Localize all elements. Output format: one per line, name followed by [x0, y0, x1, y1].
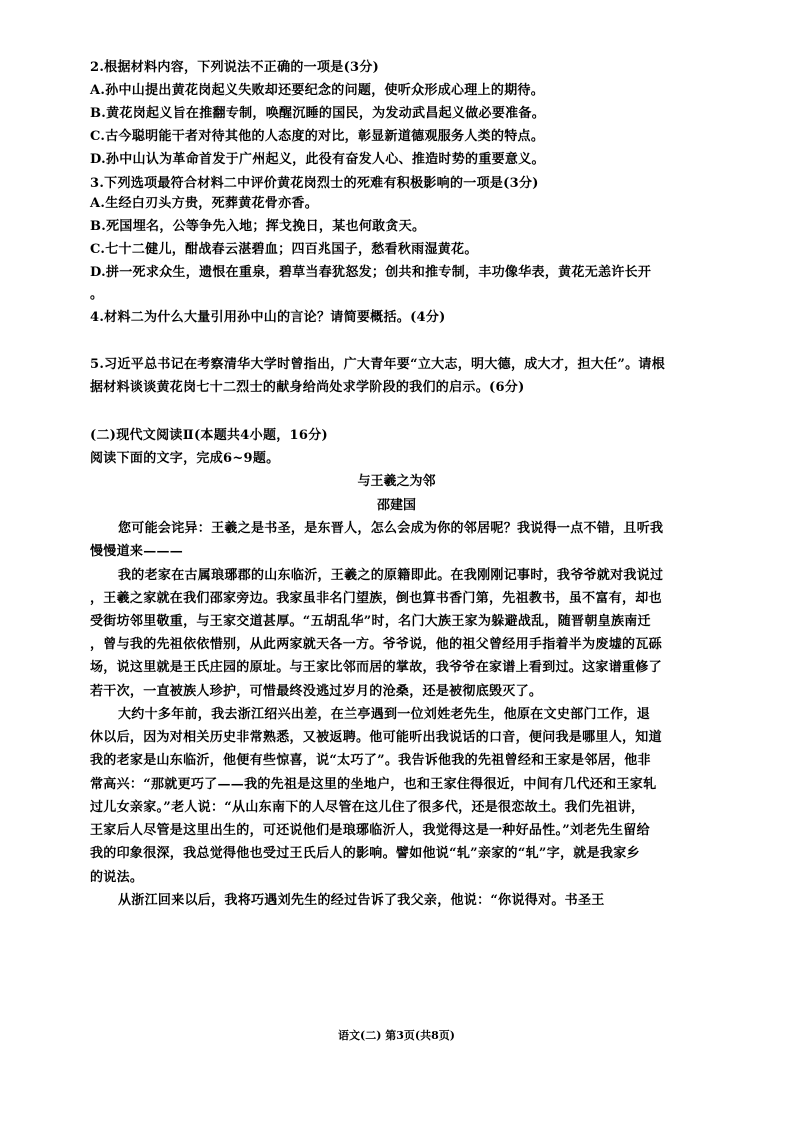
q2-option-b: B.黄花岗起义旨在推翻专制，唤醒沉睡的国民，为发动武昌起义做必要准备。 [90, 106, 546, 121]
q2-option-c: C.古今聪明能干者对待其他的人态度的对比，彰显新道德观服务人类的特点。 [90, 129, 545, 144]
article-p1-line-2: 慢慢道来——— [90, 544, 184, 559]
article-p2-line-4: ，曾与我的先祖依依惜别，从此两家就天各一方。爷爷说，他的祖父曾经用手指着半为废墟的瓦砾 [90, 637, 662, 652]
q5-line-2: 据材料谈谈黄花岗七十二烈士的献身给尚处求学阶段的我们的启示。(6分) [90, 380, 525, 395]
q2-option-d: D.孙中山认为革命首发于广州起义，此役有奋发人心、推造时势的重要意义。 [90, 152, 545, 167]
q3-option-d-tail: 。 [90, 287, 104, 302]
article-p2-line-6: 若干次，一直被族人珍护，可惜最终没逃过岁月的沧桑，还是被彻底毁灭了。 [90, 684, 543, 699]
article-p4-line-1: 从浙江回来以后，我将巧遇刘先生的经过告诉了我父亲，他说：“你说得对。书圣王 [118, 893, 605, 908]
q3-option-b: B.死国埋名，公等争先入地；挥戈挽日，某也何敢贪天。 [90, 219, 426, 234]
q4-stem: 4.材料二为什么大量引用孙中山的言论？请简要概括。(4分) [90, 310, 446, 325]
article-p3-line-6: 王家后人尽管是这里出生的，可还说他们是琅琊临沂人，我觉得这是一种好品性。”刘老先生留给 [90, 823, 650, 838]
q3-option-d: D.拼一死求众生，遗恨在重泉，碧草当春犹怒发；创共和推专制，丰功像华表，黄花无恙许长开 [90, 265, 652, 280]
article-p3-line-4: 常高兴：“那就更巧了——我的先祖是这里的坐地户，也和王家住得很近，中间有几代还和王家轧 [90, 777, 657, 792]
article-p3-line-2: 休以后，因为对相关历史非常熟悉，又被返聘。他可能听出我说话的口音，便问我是哪里人，知道 [90, 730, 662, 745]
article-p1-line-1: 您可能会诧异：王羲之是书圣，是东晋人，怎么会成为你的邻居呢？我说得一点不错，且听我 [118, 521, 664, 536]
article-p2-line-1: 我的老家在古属琅琊郡的山东临沂，王羲之的原籍即此。在我刚刚记事时，我爷爷就对我说过 [118, 568, 664, 583]
article-p3-line-1: 大约十多年前，我去浙江绍兴出差，在兰亭遇到一位刘姓老先生，他原在文史部门工作，退 [118, 707, 651, 722]
section2-heading: (二)现代文阅读Ⅱ(本题共4小题，16分) [90, 428, 328, 443]
article-p3-line-3: 我的老家是山东临沂，他便有些惊喜，说“太巧了”。我告诉他我的先祖曾经和王家是邻居，他非 [90, 753, 651, 768]
q3-stem: 3.下列选项最符合材料二中评价黄花岗烈士的死难有积极影响的一项是(3分) [90, 176, 539, 191]
article-p3-line-7: 我的印象很深，我总觉得他也受过王氏后人的影响。譬如他说“轧”亲家的“轧”字，就是我家乡 [90, 846, 640, 861]
section2-instruction: 阅读下面的文字，完成6~9题。 [90, 451, 280, 466]
article-p2-line-3: 受街坊邻里敬重，与王家交道甚厚。“五胡乱华”时，名门大族王家为躲避战乱，随晋朝皇族南迁 [90, 614, 651, 629]
article-p3-line-5: 过儿女亲家。”老人说：“从山东南下的人尽管在这儿住了很多代，还是很恋故土。我们先祖讲， [90, 800, 645, 815]
article-p3-line-8: 的说法。 [90, 870, 144, 885]
q3-option-a: A.生经白刃头方贵，死葬黄花骨亦香。 [90, 196, 319, 211]
page-footer: 语文(二) 第3页(共8页) [338, 1029, 455, 1042]
article-author: 邵建国 [376, 498, 416, 513]
article-p2-line-5: 场，说这里就是王氏庄园的原址。与王家比邻而居的掌故，我爷爷在家谱上看到过。这家谱重修了 [90, 660, 662, 675]
q5-line-1: 5.习近平总书记在考察清华大学时曾指出，广大青年要“立大志，明大德，成大才，担大任”。请根 [90, 357, 666, 372]
q2-option-a: A.孙中山提出黄花岗起义失败却还要纪念的问题，使听众形成心理上的期待。 [90, 83, 545, 98]
article-title: 与王羲之为邻 [357, 474, 436, 489]
q2-stem: 2.根据材料内容，下列说法不正确的一项是(3分) [90, 60, 380, 75]
q3-option-c: C.七十二健儿，酣战春云湛碧血；四百兆国子，愁看秋雨湿黄花。 [90, 242, 478, 257]
article-p2-line-2: ，王羲之家就在我们邵家旁边。我家虽非名门望族，倒也算书香门第，先祖教书，虽不富有，却也 [90, 591, 662, 606]
